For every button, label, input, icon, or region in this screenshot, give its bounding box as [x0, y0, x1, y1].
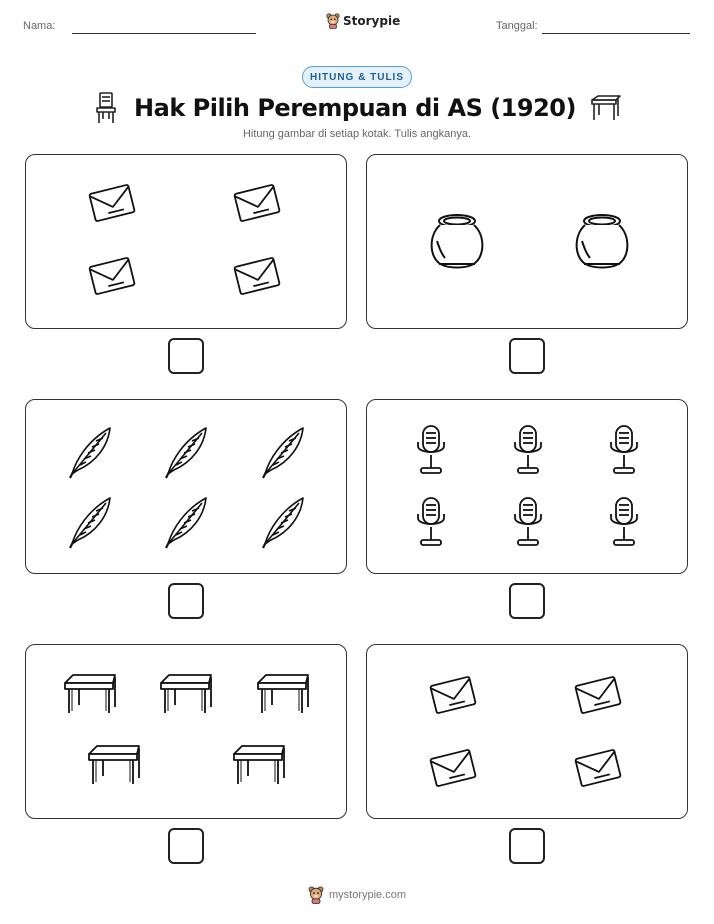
footer-website[interactable]: mystorypie.com: [328, 889, 407, 901]
microphone-icon: [510, 424, 546, 476]
feather-quill-icon: [259, 494, 307, 552]
answer-box-5[interactable]: [168, 828, 204, 864]
pot-icon: [425, 211, 489, 273]
microphone-icon: [510, 496, 546, 548]
answer-box-3[interactable]: [168, 583, 204, 619]
feather-quill-icon: [66, 424, 114, 482]
table-icon: [63, 673, 119, 715]
bear-mascot-icon: [326, 13, 340, 29]
answer-box-1[interactable]: [168, 338, 204, 374]
name-label: Nama:: [23, 20, 56, 32]
bear-mascot-icon: [308, 886, 324, 904]
counting-box-2: [366, 154, 688, 329]
table-icon: [159, 673, 215, 715]
feather-quill-icon: [162, 494, 210, 552]
date-field[interactable]: [542, 33, 690, 34]
table-icon: [590, 94, 622, 122]
title-row: [0, 90, 714, 126]
activity-badge: HITUNG & TULIS: [302, 66, 412, 88]
microphone-icon: [413, 424, 449, 476]
feather-quill-icon: [66, 494, 114, 552]
answer-box-4[interactable]: [509, 583, 545, 619]
page-title: Hak Pilih Perempuan di AS (1920): [134, 94, 576, 122]
brand-name: Storypie: [343, 14, 401, 28]
instructions: Hitung gambar di setiap kotak. Tulis angkanya.: [242, 128, 472, 140]
name-field[interactable]: [72, 33, 256, 34]
date-label: Tanggal:: [496, 20, 538, 32]
envelope-icon: [88, 183, 136, 223]
envelope-icon: [233, 256, 281, 296]
microphone-icon: [606, 496, 642, 548]
feather-quill-icon: [259, 424, 307, 482]
table-icon: [87, 744, 143, 786]
envelope-icon: [574, 748, 622, 788]
microphone-icon: [413, 496, 449, 548]
envelope-icon: [429, 675, 477, 715]
brand-logo: [326, 13, 400, 29]
table-icon: [256, 673, 312, 715]
counting-box-1: [25, 154, 347, 329]
footer: [0, 886, 714, 904]
envelope-icon: [88, 256, 136, 296]
counting-box-5: [25, 644, 347, 819]
counting-box-6: [366, 644, 688, 819]
envelope-icon: [429, 748, 477, 788]
counting-box-4: [366, 399, 688, 574]
pot-icon: [570, 211, 634, 273]
feather-quill-icon: [162, 424, 210, 482]
answer-box-6[interactable]: [509, 828, 545, 864]
table-icon: [232, 744, 288, 786]
envelope-icon: [574, 675, 622, 715]
chair-icon: [92, 91, 120, 125]
counting-box-3: [25, 399, 347, 574]
envelope-icon: [233, 183, 281, 223]
answer-box-2[interactable]: [509, 338, 545, 374]
microphone-icon: [606, 424, 642, 476]
